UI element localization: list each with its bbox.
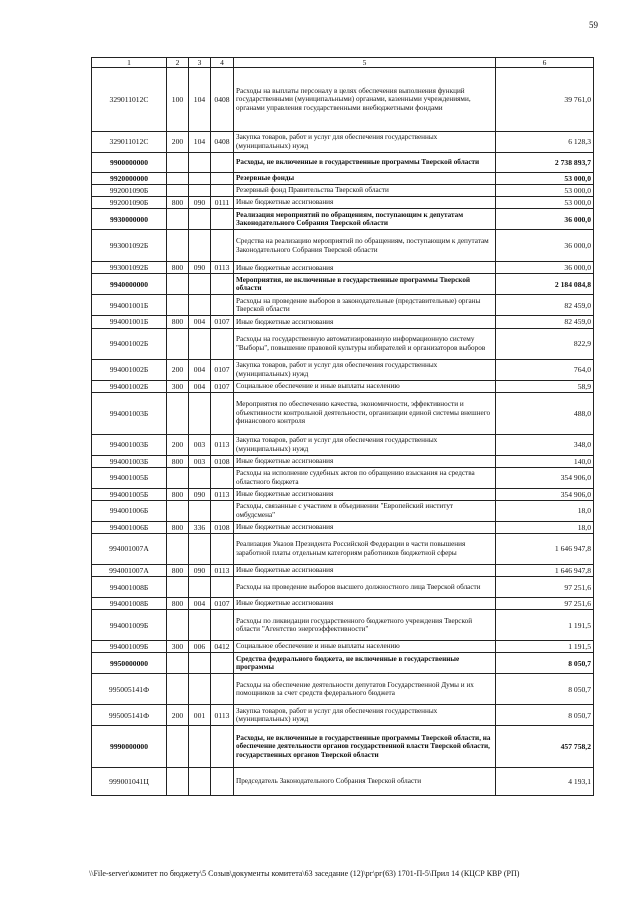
cell-amount: 1 646 947,8: [496, 533, 594, 564]
cell-code: 995005141Ф: [92, 705, 167, 726]
table-row: [92, 726, 594, 768]
cell-c4: [211, 653, 234, 674]
cell-c2: [167, 726, 189, 768]
cell-amount: 354 906,0: [496, 488, 594, 500]
cell-c3: 104: [189, 68, 211, 132]
cell-c3: [189, 467, 211, 488]
cell-name: Резервные фонды: [234, 173, 496, 185]
cell-code: 994001003Б: [92, 434, 167, 455]
cell-name: Иные бюджетные ассигнования: [234, 598, 496, 610]
table-row: [92, 173, 594, 185]
column-header: 4: [211, 58, 234, 68]
table-row: [92, 768, 594, 796]
cell-c4: 0107: [211, 316, 234, 328]
cell-c2: 800: [167, 197, 189, 209]
table-row: [92, 262, 594, 274]
cell-code: 9920000000: [92, 173, 167, 185]
cell-code: 9950000000: [92, 653, 167, 674]
cell-code: 994001008Б: [92, 577, 167, 598]
cell-c2: [167, 533, 189, 564]
cell-c3: 003: [189, 455, 211, 467]
cell-code: 994001008Б: [92, 598, 167, 610]
cell-name: Закупка товаров, работ и услуг для обеспечения государственных (муниципальных) нужд: [234, 705, 496, 726]
cell-c4: 0107: [211, 380, 234, 392]
cell-c4: [211, 153, 234, 173]
cell-c4: 0113: [211, 434, 234, 455]
table-row: [92, 434, 594, 455]
table-row: [92, 521, 594, 533]
cell-name: Мероприятия, не включенные в государственные программы Тверской области: [234, 274, 496, 295]
cell-name: Расходы, не включенные в государственные программы Тверской области: [234, 153, 496, 173]
table-row: [92, 533, 594, 564]
cell-c2: [167, 467, 189, 488]
cell-amount: 82 459,0: [496, 316, 594, 328]
column-header: 2: [167, 58, 189, 68]
cell-name: Иные бюджетные ассигнования: [234, 316, 496, 328]
cell-amount: 82 459,0: [496, 295, 594, 316]
cell-name: Закупка товаров, работ и услуг для обеспечения государственных (муниципальных) нужд: [234, 359, 496, 380]
cell-code: 993001092Б: [92, 262, 167, 274]
cell-c3: [189, 153, 211, 173]
cell-c3: [189, 185, 211, 197]
cell-amount: 1 646 947,8: [496, 564, 594, 576]
cell-code: 994001006Б: [92, 500, 167, 521]
cell-c4: [211, 295, 234, 316]
cell-amount: 97 251,6: [496, 577, 594, 598]
table-row: [92, 153, 594, 173]
cell-c2: 200: [167, 434, 189, 455]
cell-c4: [211, 533, 234, 564]
cell-c3: [189, 328, 211, 359]
cell-c4: [211, 726, 234, 768]
table-row: [92, 197, 594, 209]
cell-amount: 1 191,5: [496, 641, 594, 653]
cell-code: 329011012С: [92, 132, 167, 153]
cell-amount: 39 761,0: [496, 68, 594, 132]
cell-c3: [189, 230, 211, 262]
cell-name: Средства на реализацию мероприятий по обращениям, поступающим к депутатам Законодательного Собрания Тверской области: [234, 230, 496, 262]
cell-c4: 0113: [211, 564, 234, 576]
cell-code: 994001006Б: [92, 521, 167, 533]
cell-c3: [189, 500, 211, 521]
cell-name: Иные бюджетные ассигнования: [234, 455, 496, 467]
cell-c2: 800: [167, 521, 189, 533]
cell-c4: 0113: [211, 705, 234, 726]
cell-c3: [189, 295, 211, 316]
cell-c4: 0111: [211, 197, 234, 209]
cell-c3: [189, 577, 211, 598]
cell-c3: 336: [189, 521, 211, 533]
cell-amount: 4 193,1: [496, 768, 594, 796]
cell-amount: 457 758,2: [496, 726, 594, 768]
cell-amount: 53 000,0: [496, 173, 594, 185]
cell-code: 994001007А: [92, 533, 167, 564]
cell-c3: [189, 674, 211, 705]
cell-c2: [167, 153, 189, 173]
cell-c2: 800: [167, 455, 189, 467]
cell-c4: [211, 577, 234, 598]
cell-c4: 0108: [211, 521, 234, 533]
cell-c3: 001: [189, 705, 211, 726]
cell-c3: 090: [189, 564, 211, 576]
table-row: [92, 359, 594, 380]
cell-c2: [167, 577, 189, 598]
cell-name: Расходы на проведение выборов в законодательные (представительные) органы Тверской области: [234, 295, 496, 316]
cell-code: 9930000000: [92, 209, 167, 230]
table-row: [92, 68, 594, 132]
cell-c4: 0408: [211, 68, 234, 132]
cell-c2: [167, 500, 189, 521]
cell-code: 999001041Ц: [92, 768, 167, 796]
cell-code: 995005141Ф: [92, 674, 167, 705]
cell-name: Реализация Указов Президента Российской Федерации в части повышения заработной платы отдельным категориям работников бюджетной сферы: [234, 533, 496, 564]
cell-c2: [167, 185, 189, 197]
cell-name: Резервный фонд Правительства Тверской области: [234, 185, 496, 197]
cell-name: Расходы на обеспечение деятельности депутатов Государственной Думы и их помощников за счет средств федерального бюджета: [234, 674, 496, 705]
cell-name: Председатель Законодательного Собрания Тверской области: [234, 768, 496, 796]
cell-c2: [167, 674, 189, 705]
cell-c4: [211, 392, 234, 434]
cell-c2: 800: [167, 316, 189, 328]
cell-c2: 800: [167, 488, 189, 500]
cell-c3: [189, 274, 211, 295]
cell-code: 994001002Б: [92, 359, 167, 380]
cell-c2: 200: [167, 705, 189, 726]
table-row: [92, 274, 594, 295]
cell-amount: 8 050,7: [496, 674, 594, 705]
cell-code: 994001005Б: [92, 488, 167, 500]
cell-code: 994001002Б: [92, 328, 167, 359]
table-row: [92, 455, 594, 467]
cell-name: Расходы на выплаты персоналу в целях обеспечения выполнения функций государственными (муниципальными) органами, казенными учреждениями, органами управления государственными внебюджетными фондами: [234, 68, 496, 132]
cell-name: Расходы на исполнение судебных актов по обращению взыскания на средства областного бюджета: [234, 467, 496, 488]
cell-amount: 6 128,3: [496, 132, 594, 153]
table-row: [92, 674, 594, 705]
cell-name: Реализация мероприятий по обращениям, поступающим к депутатам Законодательного Собрания Тверской области: [234, 209, 496, 230]
table-row: [92, 705, 594, 726]
cell-c3: [189, 610, 211, 641]
cell-code: 994001002Б: [92, 380, 167, 392]
cell-c4: 0108: [211, 455, 234, 467]
cell-c2: [167, 653, 189, 674]
table-row: [92, 564, 594, 576]
cell-amount: 764,0: [496, 359, 594, 380]
cell-amount: 2 184 084,8: [496, 274, 594, 295]
cell-c2: [167, 173, 189, 185]
table-row: [92, 316, 594, 328]
cell-c4: [211, 768, 234, 796]
budget-table: [91, 57, 594, 796]
table-row: [92, 392, 594, 434]
table-row: [92, 577, 594, 598]
cell-c2: 200: [167, 132, 189, 153]
table-row: [92, 132, 594, 153]
table-row: [92, 295, 594, 316]
cell-c2: 800: [167, 564, 189, 576]
cell-amount: 8 050,7: [496, 705, 594, 726]
cell-c4: 0408: [211, 132, 234, 153]
cell-name: Социальное обеспечение и иные выплаты населению: [234, 380, 496, 392]
cell-amount: 140,0: [496, 455, 594, 467]
table-row: [92, 380, 594, 392]
cell-name: Расходы, не включенные в государственные программы Тверской области, на обеспечение деятельности органов государственной власти Тверской области, государственных органов Тверской области: [234, 726, 496, 768]
cell-code: 992001090Б: [92, 197, 167, 209]
cell-amount: 97 251,6: [496, 598, 594, 610]
cell-amount: 348,0: [496, 434, 594, 455]
column-header: 5: [234, 58, 496, 68]
cell-c2: [167, 209, 189, 230]
cell-amount: 18,0: [496, 500, 594, 521]
cell-c3: 004: [189, 598, 211, 610]
table-row: [92, 598, 594, 610]
cell-c2: [167, 392, 189, 434]
cell-c3: [189, 653, 211, 674]
cell-amount: 1 191,5: [496, 610, 594, 641]
table-row: [92, 230, 594, 262]
cell-code: 994001003Б: [92, 455, 167, 467]
cell-c2: [167, 328, 189, 359]
cell-name: Иные бюджетные ассигнования: [234, 564, 496, 576]
cell-amount: 53 000,0: [496, 185, 594, 197]
cell-c3: [189, 768, 211, 796]
column-header: 6: [496, 58, 594, 68]
cell-amount: 18,0: [496, 521, 594, 533]
cell-c2: 800: [167, 598, 189, 610]
cell-c3: 004: [189, 359, 211, 380]
cell-code: 993001092Б: [92, 230, 167, 262]
cell-c4: [211, 209, 234, 230]
cell-c4: [211, 467, 234, 488]
cell-c3: 003: [189, 434, 211, 455]
cell-c3: [189, 726, 211, 768]
cell-c2: [167, 768, 189, 796]
cell-name: Мероприятия по обеспечению качества, экономичности, эффективности и объективности контрольной деятельности, организации единой системы внешнего финансового контроля: [234, 392, 496, 434]
cell-code: 994001005Б: [92, 467, 167, 488]
cell-name: Иные бюджетные ассигнования: [234, 262, 496, 274]
cell-name: Расходы на проведение выборов высшего должностного лица Тверской области: [234, 577, 496, 598]
cell-c4: 0113: [211, 488, 234, 500]
cell-code: 992001090Б: [92, 185, 167, 197]
cell-amount: 354 906,0: [496, 467, 594, 488]
cell-c4: [211, 274, 234, 295]
cell-c3: [189, 209, 211, 230]
cell-c2: [167, 274, 189, 295]
cell-code: 994001003Б: [92, 392, 167, 434]
table-row: [92, 488, 594, 500]
cell-amount: 2 738 893,7: [496, 153, 594, 173]
cell-amount: 58,9: [496, 380, 594, 392]
cell-c3: [189, 533, 211, 564]
cell-name: Социальное обеспечение и иные выплаты населению: [234, 641, 496, 653]
cell-c4: [211, 173, 234, 185]
table-body: [92, 68, 594, 796]
cell-name: Закупка товаров, работ и услуг для обеспечения государственных (муниципальных) нужд: [234, 132, 496, 153]
page-number: 59: [589, 20, 598, 30]
table-row: [92, 209, 594, 230]
cell-c4: 0107: [211, 359, 234, 380]
cell-c3: 104: [189, 132, 211, 153]
cell-name: Расходы на государственную автоматизированную информационную систему "Выборы", повышение правовой культуры избирателей и организаторов выборов: [234, 328, 496, 359]
column-header: 1: [92, 58, 167, 68]
cell-name: Средства федерального бюджета, не включенные в государственные программы: [234, 653, 496, 674]
cell-c4: [211, 328, 234, 359]
cell-amount: 36 000,0: [496, 262, 594, 274]
cell-c2: [167, 610, 189, 641]
cell-code: 994001007А: [92, 564, 167, 576]
cell-amount: 36 000,0: [496, 230, 594, 262]
cell-code: 994001001Б: [92, 295, 167, 316]
footer-file-path: \\File-server\комитет по бюджету\5 Созыв\документы комитета\63 заседание (12)\рг\рг(63) 1701-П-5\Прил 14 (КЦСР КВР (РП): [89, 869, 520, 878]
cell-code: 994001001Б: [92, 316, 167, 328]
cell-amount: 36 000,0: [496, 209, 594, 230]
cell-c4: [211, 185, 234, 197]
table-row: [92, 610, 594, 641]
table-row: [92, 500, 594, 521]
cell-c4: [211, 500, 234, 521]
table-row: [92, 653, 594, 674]
cell-amount: 488,0: [496, 392, 594, 434]
cell-code: 329011012С: [92, 68, 167, 132]
cell-c2: 200: [167, 359, 189, 380]
table-row: [92, 185, 594, 197]
cell-c3: 090: [189, 197, 211, 209]
cell-amount: 8 050,7: [496, 653, 594, 674]
cell-c2: 300: [167, 641, 189, 653]
cell-c3: 090: [189, 262, 211, 274]
cell-c2: [167, 230, 189, 262]
table-row: [92, 467, 594, 488]
cell-c2: 300: [167, 380, 189, 392]
cell-c3: [189, 392, 211, 434]
cell-code: 994001009Б: [92, 641, 167, 653]
cell-c4: 0113: [211, 262, 234, 274]
cell-amount: 53 000,0: [496, 197, 594, 209]
cell-c3: 004: [189, 316, 211, 328]
cell-c3: 090: [189, 488, 211, 500]
cell-name: Расходы по ликвидации государственного бюджетного учреждения Тверской области "Агентство энергоэффективности": [234, 610, 496, 641]
cell-name: Расходы, связанные с участием в объединении "Европейский институт омбудсмена": [234, 500, 496, 521]
cell-name: Иные бюджетные ассигнования: [234, 197, 496, 209]
cell-c4: [211, 610, 234, 641]
cell-c2: 800: [167, 262, 189, 274]
cell-c3: [189, 173, 211, 185]
cell-code: 994001009Б: [92, 610, 167, 641]
cell-name: Закупка товаров, работ и услуг для обеспечения государственных (муниципальных) нужд: [234, 434, 496, 455]
cell-c3: 004: [189, 380, 211, 392]
table-header: [92, 58, 594, 68]
cell-code: 9940000000: [92, 274, 167, 295]
cell-c4: [211, 674, 234, 705]
cell-code: 9900000000: [92, 153, 167, 173]
cell-name: Иные бюджетные ассигнования: [234, 521, 496, 533]
cell-c4: [211, 230, 234, 262]
column-header: 3: [189, 58, 211, 68]
table-row: [92, 328, 594, 359]
cell-name: Иные бюджетные ассигнования: [234, 488, 496, 500]
cell-c2: 100: [167, 68, 189, 132]
cell-c4: 0412: [211, 641, 234, 653]
cell-c4: 0107: [211, 598, 234, 610]
cell-amount: 822,9: [496, 328, 594, 359]
table-row: [92, 641, 594, 653]
cell-c3: 006: [189, 641, 211, 653]
cell-c2: [167, 295, 189, 316]
cell-code: 9990000000: [92, 726, 167, 768]
